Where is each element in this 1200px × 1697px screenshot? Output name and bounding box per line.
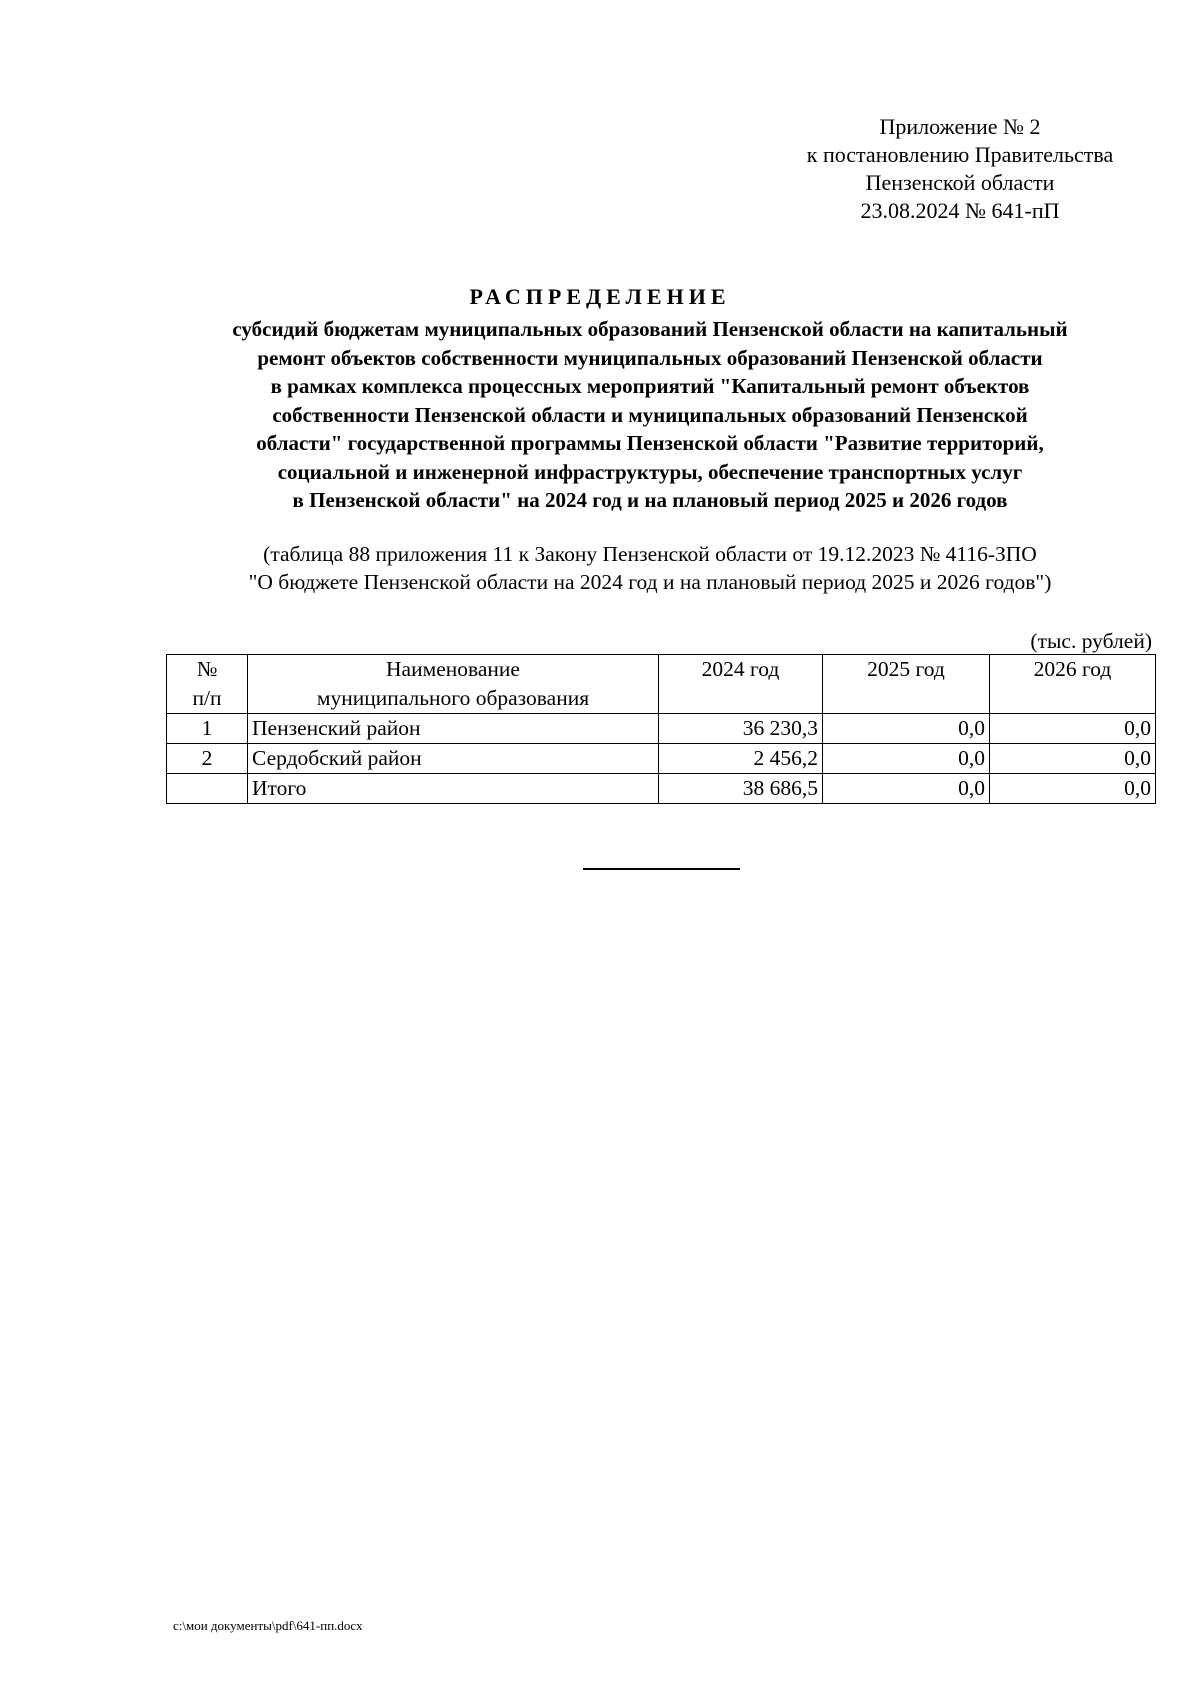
header-number-line: № xyxy=(196,657,218,681)
cell-2024: 36 230,3 xyxy=(659,714,823,744)
cell-2024: 2 456,2 xyxy=(659,744,823,774)
table-total-row xyxy=(167,774,1156,804)
document-title: РАСПРЕДЕЛЕНИЕ xyxy=(469,284,731,309)
subtitle-line: социальной и инженерной инфраструктуры, обеспечение транспортных услуг xyxy=(277,459,1023,484)
cell-2026: 0,0 xyxy=(990,774,1156,804)
header-2024: 2024 год xyxy=(659,655,823,714)
header-number xyxy=(167,655,248,714)
cell-2026: 0,0 xyxy=(990,744,1156,774)
appendix-line-2: к постановлению Правительства xyxy=(806,142,1114,167)
header-2025: 2025 год xyxy=(823,655,990,714)
header-number-line: п/п xyxy=(192,686,222,710)
cell-name: Итого xyxy=(248,774,659,804)
distribution-table xyxy=(166,654,1156,804)
header-name xyxy=(248,655,659,714)
footer-file-path: c:\мои документы\pdf\641-пп.docx xyxy=(173,1618,363,1633)
header-name-line: Наименование xyxy=(386,657,520,681)
closing-rule xyxy=(583,868,740,870)
table-row xyxy=(167,744,1156,774)
cell-2025: 0,0 xyxy=(823,744,990,774)
basis-line: "О бюджете Пензенской области на 2024 год и на плановый период 2025 и 2026 годов") xyxy=(248,570,1052,594)
subtitle-line: субсидий бюджетам муниципальных образований Пензенской области на капитальный xyxy=(232,317,1068,341)
header-2026: 2026 год xyxy=(990,655,1156,714)
subtitle-line: в рамках комплекса процессных мероприятий "Капитальный ремонт объектов xyxy=(270,374,1030,398)
appendix-line-3: Пензенской области xyxy=(865,170,1055,195)
cell-2026: 0,0 xyxy=(990,714,1156,744)
subtitle-line: собственности Пензенской области и муниципальных образований Пензенской xyxy=(272,402,1028,427)
appendix-line-4: 23.08.2024 № 641-пП xyxy=(860,198,1060,223)
basis-line: (таблица 88 приложения 11 к Закону Пензенской области от 19.12.2023 № 4116-ЗПО xyxy=(263,542,1037,566)
subtitle-line: области" государственной программы Пензенской области "Развитие территорий, xyxy=(256,431,1044,455)
units-label: (тыс. рублей) xyxy=(1030,629,1152,653)
subtitle-line: в Пензенской области" на 2024 год и на плановый период 2025 и 2026 годов xyxy=(292,488,1008,512)
subtitle-line: ремонт объектов собственности муниципальных образований Пензенской области xyxy=(257,345,1043,370)
header-name-line: муниципального образования xyxy=(316,686,590,710)
legal-basis-note xyxy=(150,540,1150,596)
cell-name: Сердобский район xyxy=(248,744,659,774)
cell-2025: 0,0 xyxy=(823,774,990,804)
cell-name: Пензенский район xyxy=(248,714,659,744)
table-header-row xyxy=(167,655,1156,714)
cell-number: 1 xyxy=(167,714,248,744)
appendix-header xyxy=(760,113,1160,225)
appendix-line-1: Приложение № 2 xyxy=(879,114,1041,139)
table-row xyxy=(167,714,1156,744)
cell-number: 2 xyxy=(167,744,248,774)
document-subtitle xyxy=(150,315,1150,515)
cell-2024: 38 686,5 xyxy=(659,774,823,804)
cell-2025: 0,0 xyxy=(823,714,990,744)
cell-number xyxy=(167,774,248,804)
